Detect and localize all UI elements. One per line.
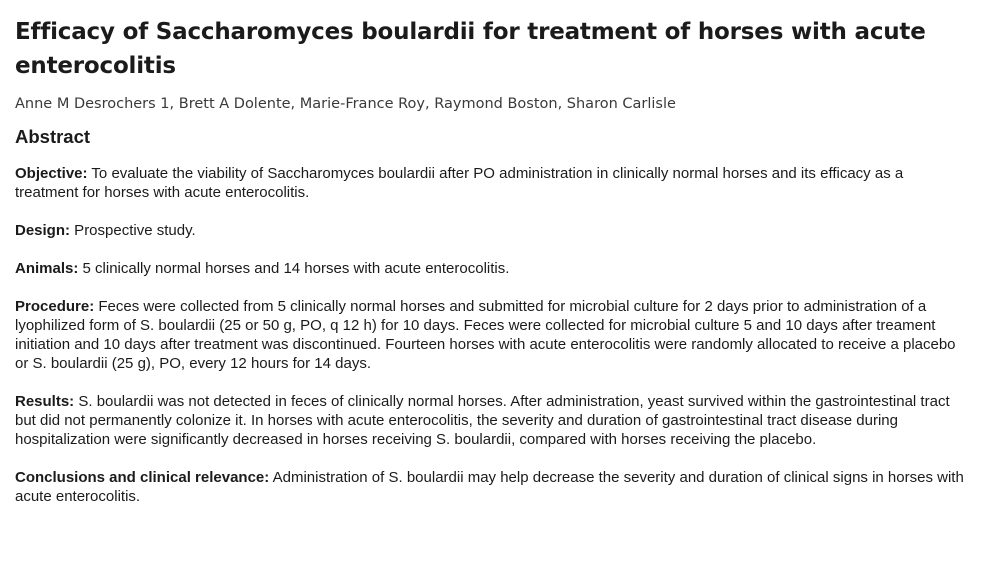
section-text: Prospective study. <box>70 222 196 239</box>
author-list: Anne M Desrochers 1, Brett A Dolente, Marie-France Roy, Raymond Boston, Sharon Carlisle <box>15 96 676 112</box>
abstract-heading: Abstract <box>15 126 91 147</box>
section-label: Conclusions and clinical relevance: <box>15 469 270 486</box>
section-text: Feces were collected from 5 clinically normal horses and submitted for microbial culture for 2 days prior to administration of a lyophilized form of S. boulardii (25 or 50 g, PO, q 12 h) for 10 days. Feces were collected for microbial culture 5 and 10 days after treament initiation and 10 days after treatment was discontinued. Fourteen horses with acute enterocolitis were randomly allocated to receive a placebo or S. boulardii (25 g), PO, every 12 hours for 14 days. <box>15 298 956 372</box>
abstract-body <box>15 164 964 506</box>
section-label: Results: <box>15 393 75 410</box>
section-label: Objective: <box>15 165 88 182</box>
abstract-objective <box>15 164 964 202</box>
abstract-procedure <box>15 297 964 373</box>
abstract-conclusions <box>15 468 964 506</box>
section-label: Design: <box>15 222 71 239</box>
section-text: S. boulardii was not detected in feces of clinically normal horses. After administration, yeast survived within the gastrointestinal tract but did not permanently colonize it. In horses with acute enterocolitis, the severity and duration of gastrointestinal tract disease during hospitalization were significantly decreased in horses receiving S. boulardii, compared with horses receiving the placebo. <box>15 393 950 448</box>
article-title: Efficacy of Saccharomyces boulardii for treatment of horses with acute enterocolitis <box>15 19 926 79</box>
abstract-results <box>15 392 964 449</box>
abstract-animals <box>15 259 964 278</box>
abstract-design <box>15 221 964 240</box>
section-text: 5 clinically normal horses and 14 horses with acute enterocolitis. <box>78 260 510 277</box>
section-label: Procedure: <box>15 298 95 315</box>
section-text: To evaluate the viability of Saccharomyces boulardii after PO administration in clinically normal horses and its efficacy as a treatment for horses with acute enterocolitis. <box>15 165 904 201</box>
section-text: Administration of S. boulardii may help decrease the severity and duration of clinical signs in horses with acute enterocolitis. <box>15 469 964 505</box>
section-label: Animals: <box>15 260 79 277</box>
